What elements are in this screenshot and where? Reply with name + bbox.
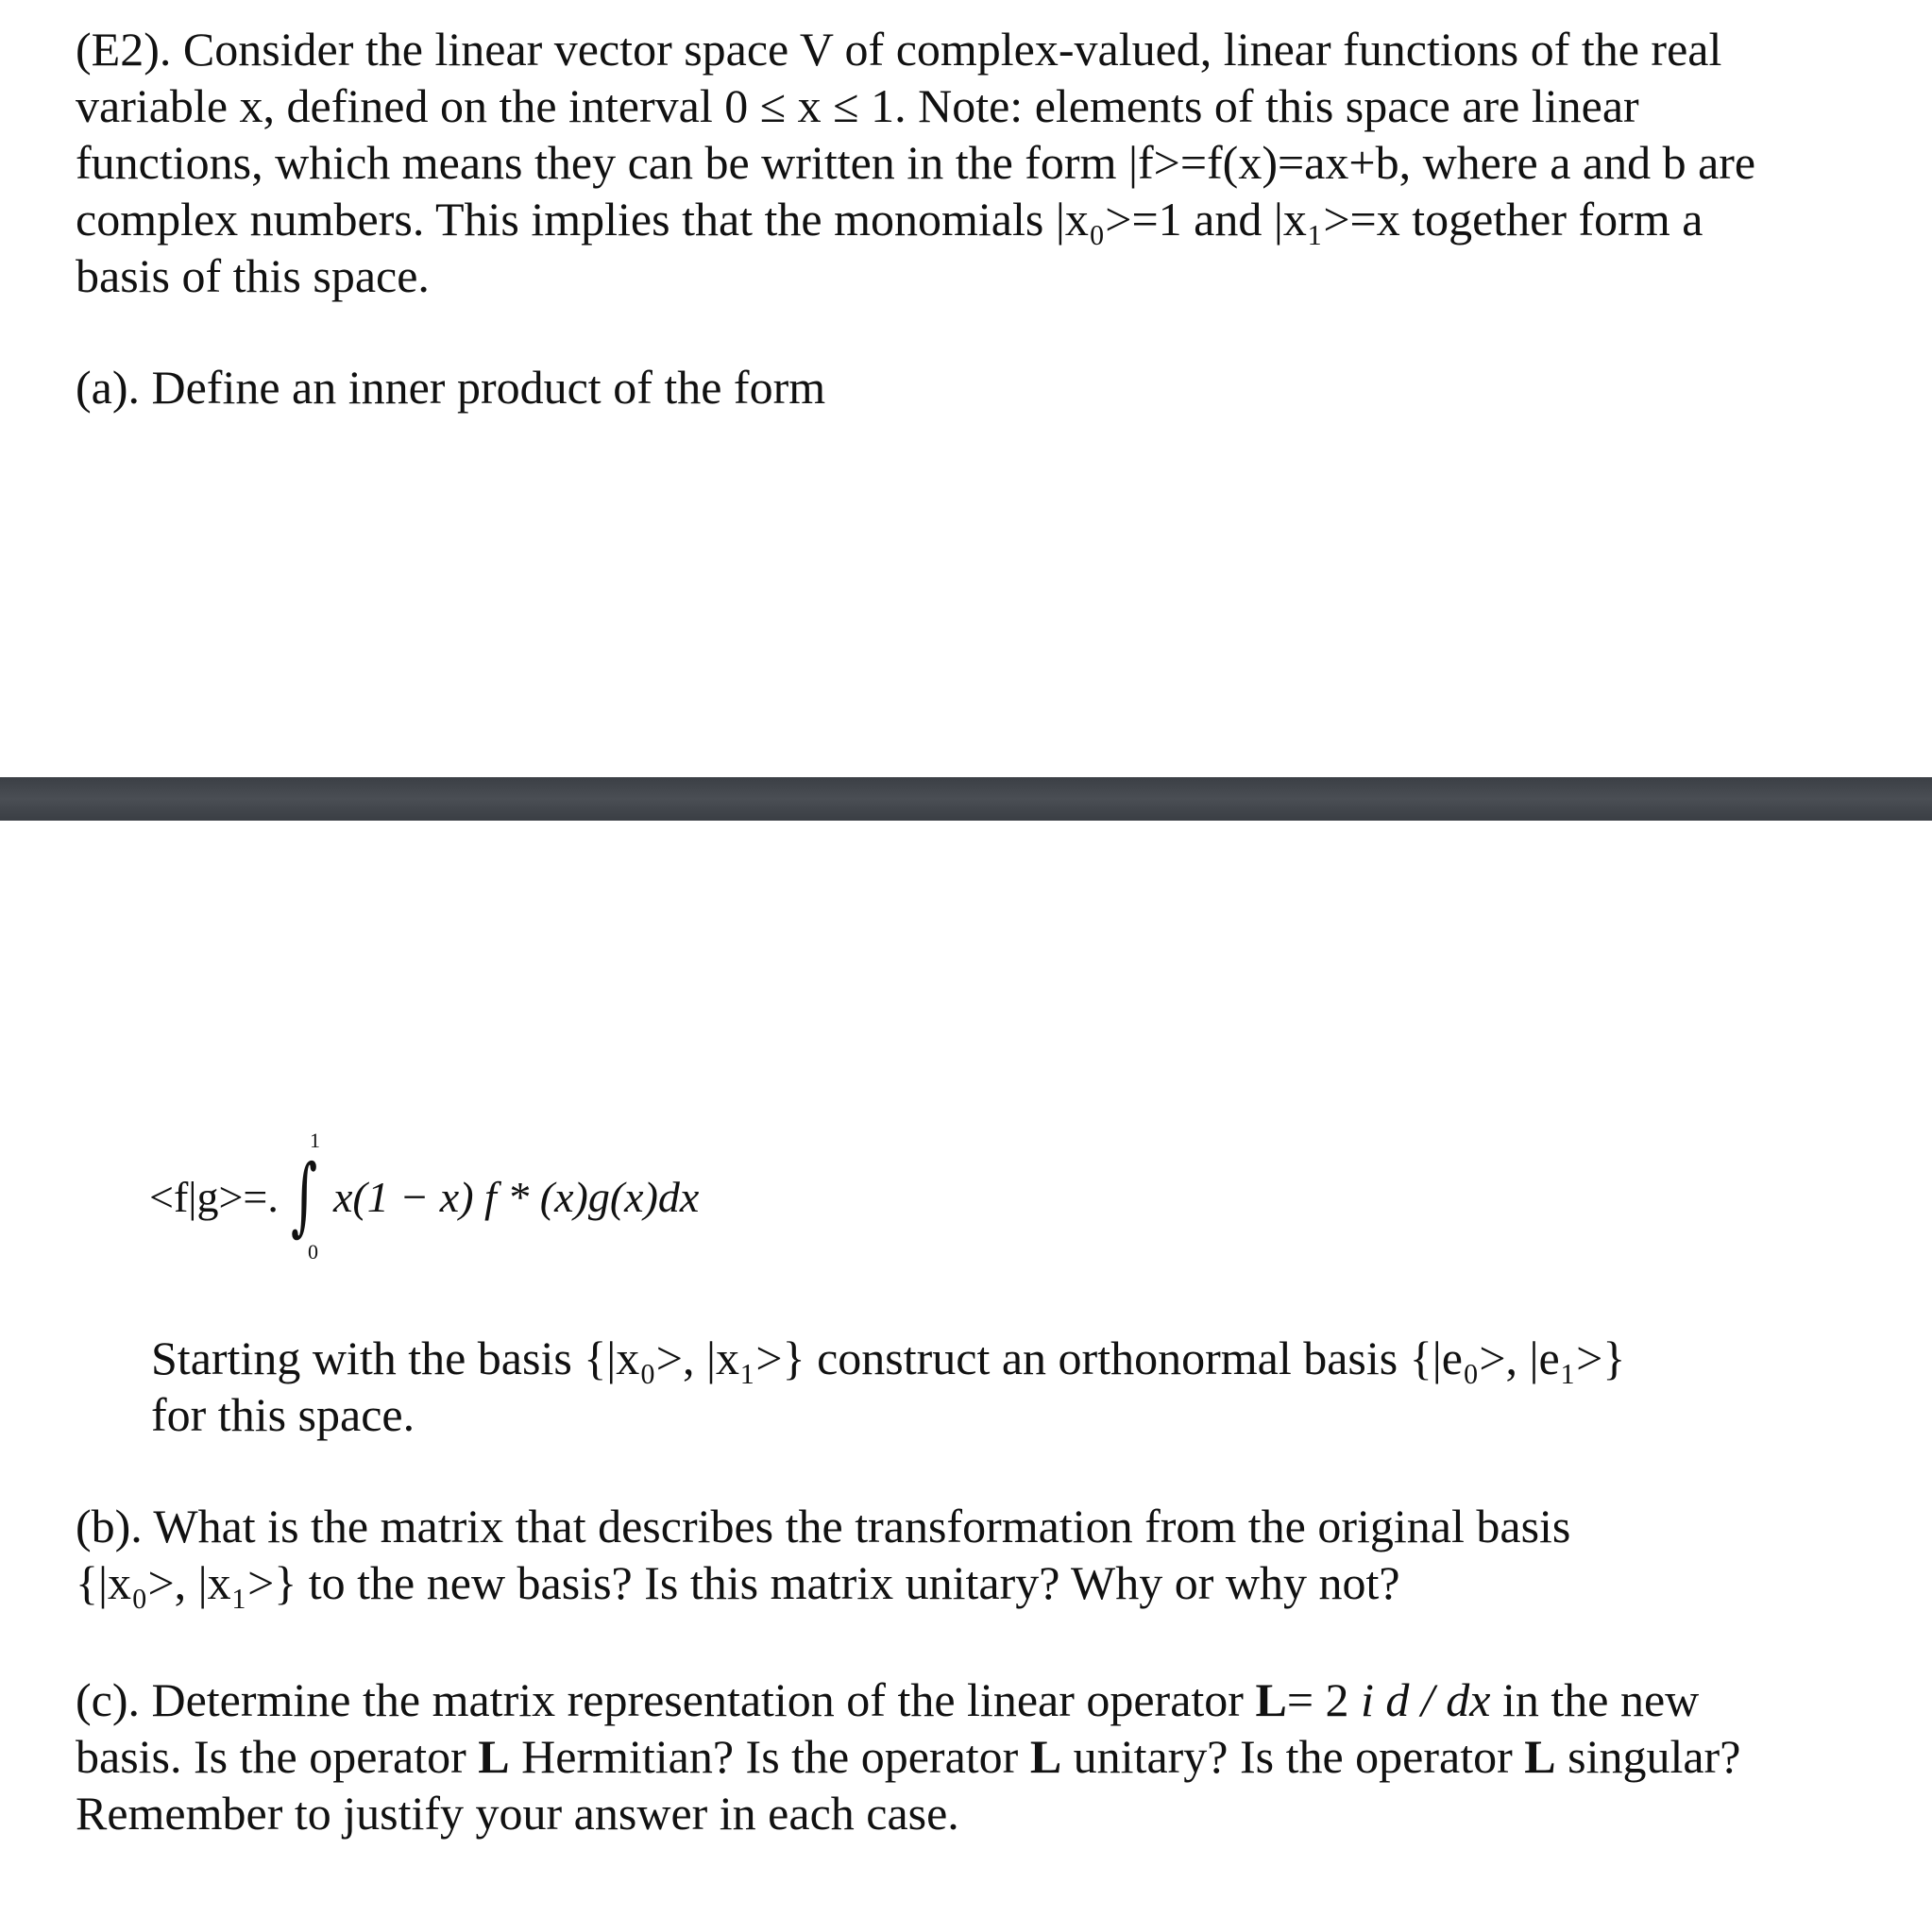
part-a-task-line: Starting with the basis {|x₀>, |x₁>} construct an orthonormal basis {|e₀>, |e₁>}: [151, 1332, 1626, 1384]
page-divider-bar: [0, 777, 1932, 821]
part-c: [76, 1671, 1870, 1841]
part-c-line-3: Remember to justify your answer in each case.: [76, 1787, 959, 1840]
intro-line: complex numbers. This implies that the monomials |x₀>=1 and |x₁>=x together form a: [76, 193, 1703, 246]
part-b-line: (b). What is the matrix that describes the transformation from the original basis: [76, 1500, 1571, 1552]
part-a-lead: [76, 359, 1870, 416]
part-c-text: in the new: [1490, 1673, 1700, 1726]
integral-upper-limit: 1: [310, 1128, 320, 1152]
operator-l: L: [1524, 1730, 1556, 1783]
operator-l: L: [478, 1730, 510, 1783]
part-a-task: [151, 1330, 1870, 1443]
part-a-lead-text: (a). Define an inner product of the form: [76, 361, 826, 414]
part-c-text: basis. Is the operator: [76, 1730, 479, 1783]
operator-l: L: [1255, 1673, 1287, 1726]
intro-line: basis of this space.: [76, 249, 430, 302]
inner-product-formula: [149, 1128, 810, 1270]
part-c-text: (c). Determine the matrix representation of the linear operator: [76, 1673, 1256, 1726]
part-c-text: singular?: [1555, 1730, 1741, 1783]
intro-line: functions, which means they can be written in the form |f>=f(x)=ax+b, where a and b are: [76, 136, 1756, 189]
intro-line: variable x, defined on the interval 0 ≤ x ≤ 1. Note: elements of this space are linear: [76, 79, 1639, 132]
part-c-line-2: [76, 1728, 1870, 1785]
part-a-task-line: for this space.: [151, 1388, 415, 1441]
part-b: [76, 1498, 1870, 1611]
formula-lhs: <f|g>=.: [149, 1173, 279, 1221]
formula-integrand: x(1 − x) f * (x)g(x)dx: [333, 1173, 700, 1221]
operator-l: L: [1029, 1730, 1062, 1783]
part-b-line: {|x₀>, |x₁>} to the new basis? Is this matrix unitary? Why or why not?: [76, 1556, 1400, 1609]
problem-intro: [76, 21, 1870, 304]
part-c-text: = 2: [1286, 1673, 1362, 1726]
intro-line: (E2). Consider the linear vector space V of complex-valued, linear functions of the real: [76, 23, 1722, 76]
operator-expression: i d / dx: [1361, 1673, 1491, 1726]
integral-sign: ∫: [291, 1146, 318, 1246]
integral-lower-limit: 0: [308, 1240, 318, 1264]
part-c-text: unitary? Is the operator: [1061, 1730, 1525, 1783]
part-c-text: Hermitian? Is the operator: [509, 1730, 1030, 1783]
part-c-line-1: [76, 1671, 1870, 1728]
